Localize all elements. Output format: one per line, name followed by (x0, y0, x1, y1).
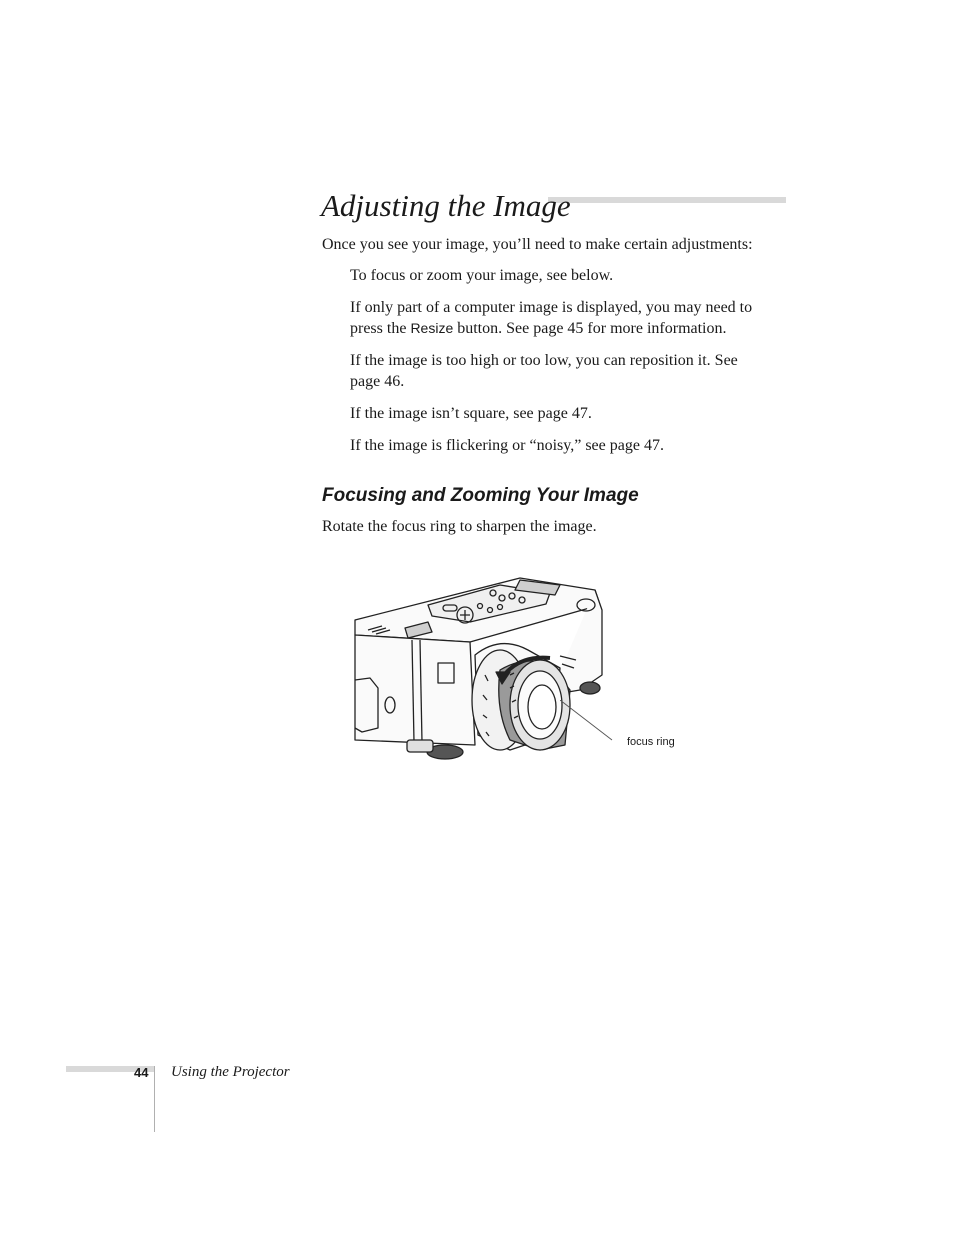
page-title: Adjusting the Image (321, 188, 571, 223)
list-item: To focus or zoom your image, see below. (350, 267, 614, 284)
list-item: If the image isn’t square, see page 47. (350, 405, 592, 422)
footer-divider (154, 1066, 155, 1132)
list-item: If only part of a computer image is displayed, you may need to press the Resize button. See page 45 for more information. (350, 299, 753, 337)
section-paragraph: Rotate the focus ring to sharpen the image. (322, 518, 597, 535)
resize-key-label: Resize (410, 320, 454, 336)
intro-paragraph: Once you see your image, you’ll need to make certain adjustments: (322, 236, 753, 253)
page-number: 44 (134, 1065, 149, 1080)
list-item: If the image is too high or too low, you can reposition it. See page 46. (350, 352, 738, 390)
list-item: If the image is flickering or “noisy,” see page 47. (350, 437, 664, 454)
adjustment-list (350, 265, 770, 467)
focus-ring-callout: focus ring (627, 736, 675, 748)
callout-leader-line (560, 700, 630, 750)
title-rule (548, 197, 786, 203)
section-heading: Focusing and Zooming Your Image (322, 485, 639, 506)
chapter-title: Using the Projector (171, 1064, 290, 1080)
